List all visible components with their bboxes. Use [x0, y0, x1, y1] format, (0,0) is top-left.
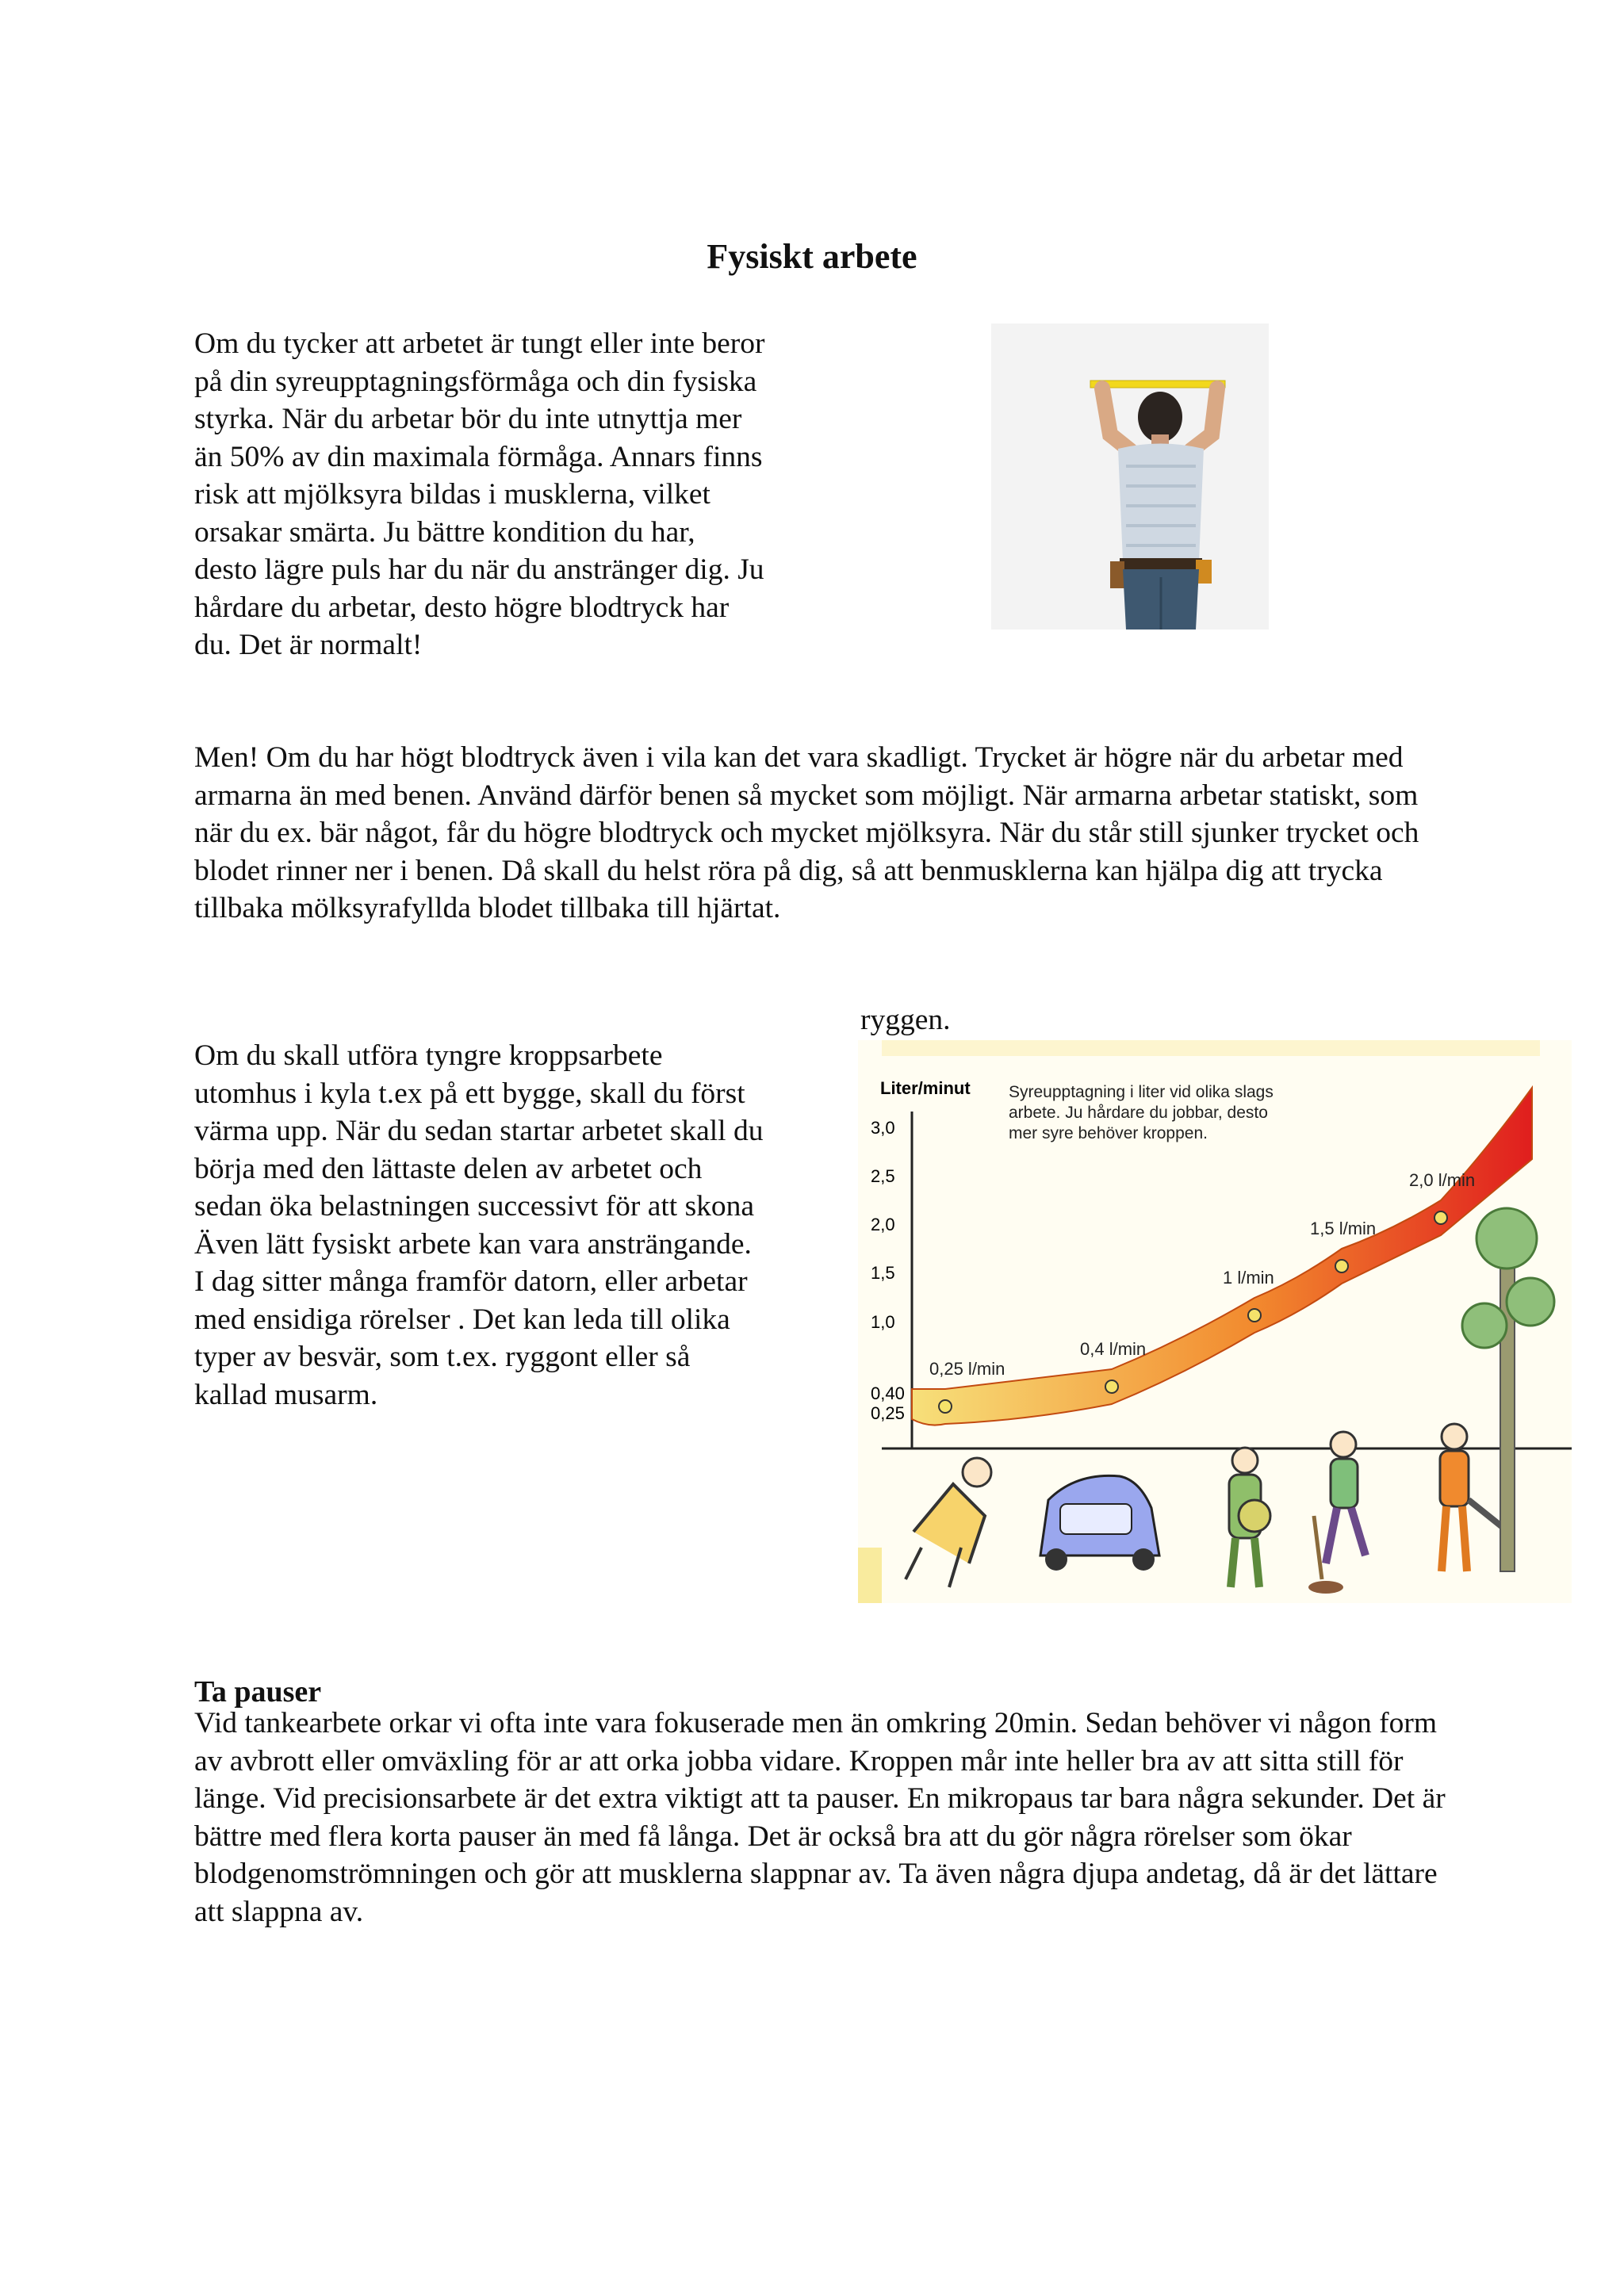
worker-photo: [991, 323, 1269, 629]
y-tick-label: 1,0: [871, 1312, 895, 1332]
breaks-paragraph: Vid tankearbete orkar vi ofta inte vara fokuserade men än omkring 20min. Sedan behöver vi någon form av avbrott eller omväxling för ar att orka jobba vidare. Kroppen mår inte heller bra av att sitta still för länge. Vid precisionsarbete är det extra viktigt att ta pauser. En mikropaus tar bara några sekunder. Det är bättre med flera korta pauser än med få långa. Det är också bra att du gör några rörelser som ökar blodgenomströmningen och gör att musklerna slappnar av. Ta även några djupa andetag, då är det lättare att slappna av.: [194, 1707, 1446, 1928]
section-heading-breaks: Ta pauser: [194, 1675, 322, 1709]
oxygen-uptake-chart: [858, 1040, 1572, 1603]
y-tick-label: 0,25: [871, 1403, 905, 1423]
chart-annotation-line2: arbete. Ju hårdare du jobbar, desto: [1009, 1104, 1268, 1122]
data-point-label: 0,25 l/min: [929, 1359, 1005, 1379]
worker-illustration: [991, 323, 1269, 629]
data-point-label: 2,0 l/min: [1409, 1170, 1476, 1190]
data-point-marker: [1105, 1380, 1118, 1393]
data-point-marker: [939, 1400, 952, 1413]
y-tick-label: 3,0: [871, 1118, 895, 1138]
y-tick-label: 2,0: [871, 1215, 895, 1234]
chart-annotation-line1: Syreupptagning i liter vid olika slags: [1009, 1083, 1274, 1101]
data-point-label: 0,4 l/min: [1080, 1339, 1147, 1359]
data-point-marker: [1248, 1309, 1261, 1322]
y-tick-label: 2,5: [871, 1166, 895, 1186]
page-title: Fysiskt arbete: [707, 237, 917, 276]
blood-pressure-paragraph: Men! Om du har högt blodtryck även i vila kan det vara skadligt. Trycket är högre när du arbetar med armarna än med benen. Använd därför benen så mycket som möjligt. När armarna arbetar statiskt, som när du ex. bär något, får du högre blodtryck och mycket mjölksyra. När du står still sjunker trycket och blodet rinner ner i benen. Då skall du helst röra på dig, så att benmusklerna kan hjälpa dig att trycka tillbaka mölksyrafyllda blodet tillbaka till hjärtat.: [194, 741, 1419, 924]
data-point-label: 1 l/min: [1223, 1268, 1274, 1288]
y-tick-label: 0,40: [871, 1383, 905, 1403]
chart-canvas: [858, 1040, 1572, 1603]
intro-paragraph: Om du tycker att arbetet är tungt eller inte beror på din syreupptagningsförmåga och din fysiska styrka. När du arbetar bör du inte utnyttja mer än 50% av din maximala förmåga. Annars finns risk att mjölksyra bildas i musklerna, vilket orsakar smärta. Ju bättre kondition du har, desto lägre puls har du när du anstränger dig. Ju hårdare du arbetar, desto högre blodtryck har du. Det är normalt!: [194, 327, 765, 661]
y-tick-label: 1,5: [871, 1263, 895, 1283]
data-point-marker: [1335, 1260, 1348, 1272]
data-point-label: 1,5 l/min: [1310, 1219, 1377, 1238]
outdoor-work-paragraph: Om du skall utföra tyngre kroppsarbete utomhus i kyla t.ex på ett bygge, skall du först värma upp. När du sedan startar arbetet skall du börja med den lättaste delen av arbetet och sedan öka belastningen successivt för att skona Även lätt fysiskt arbete kan vara ansträngande. I dag sitter många framför datorn, eller arbetar med ensidiga rörelser . Det kan leda till olika typer av besvär, som t.ex. ryggont eller så kallad musarm.: [194, 1039, 764, 1411]
y-axis-label: Liter/minut: [880, 1078, 971, 1098]
chart-annotation-line3: mer syre behöver kroppen.: [1009, 1124, 1208, 1142]
stray-text-fragment: ryggen.: [860, 1004, 951, 1036]
data-point-marker: [1434, 1211, 1447, 1224]
